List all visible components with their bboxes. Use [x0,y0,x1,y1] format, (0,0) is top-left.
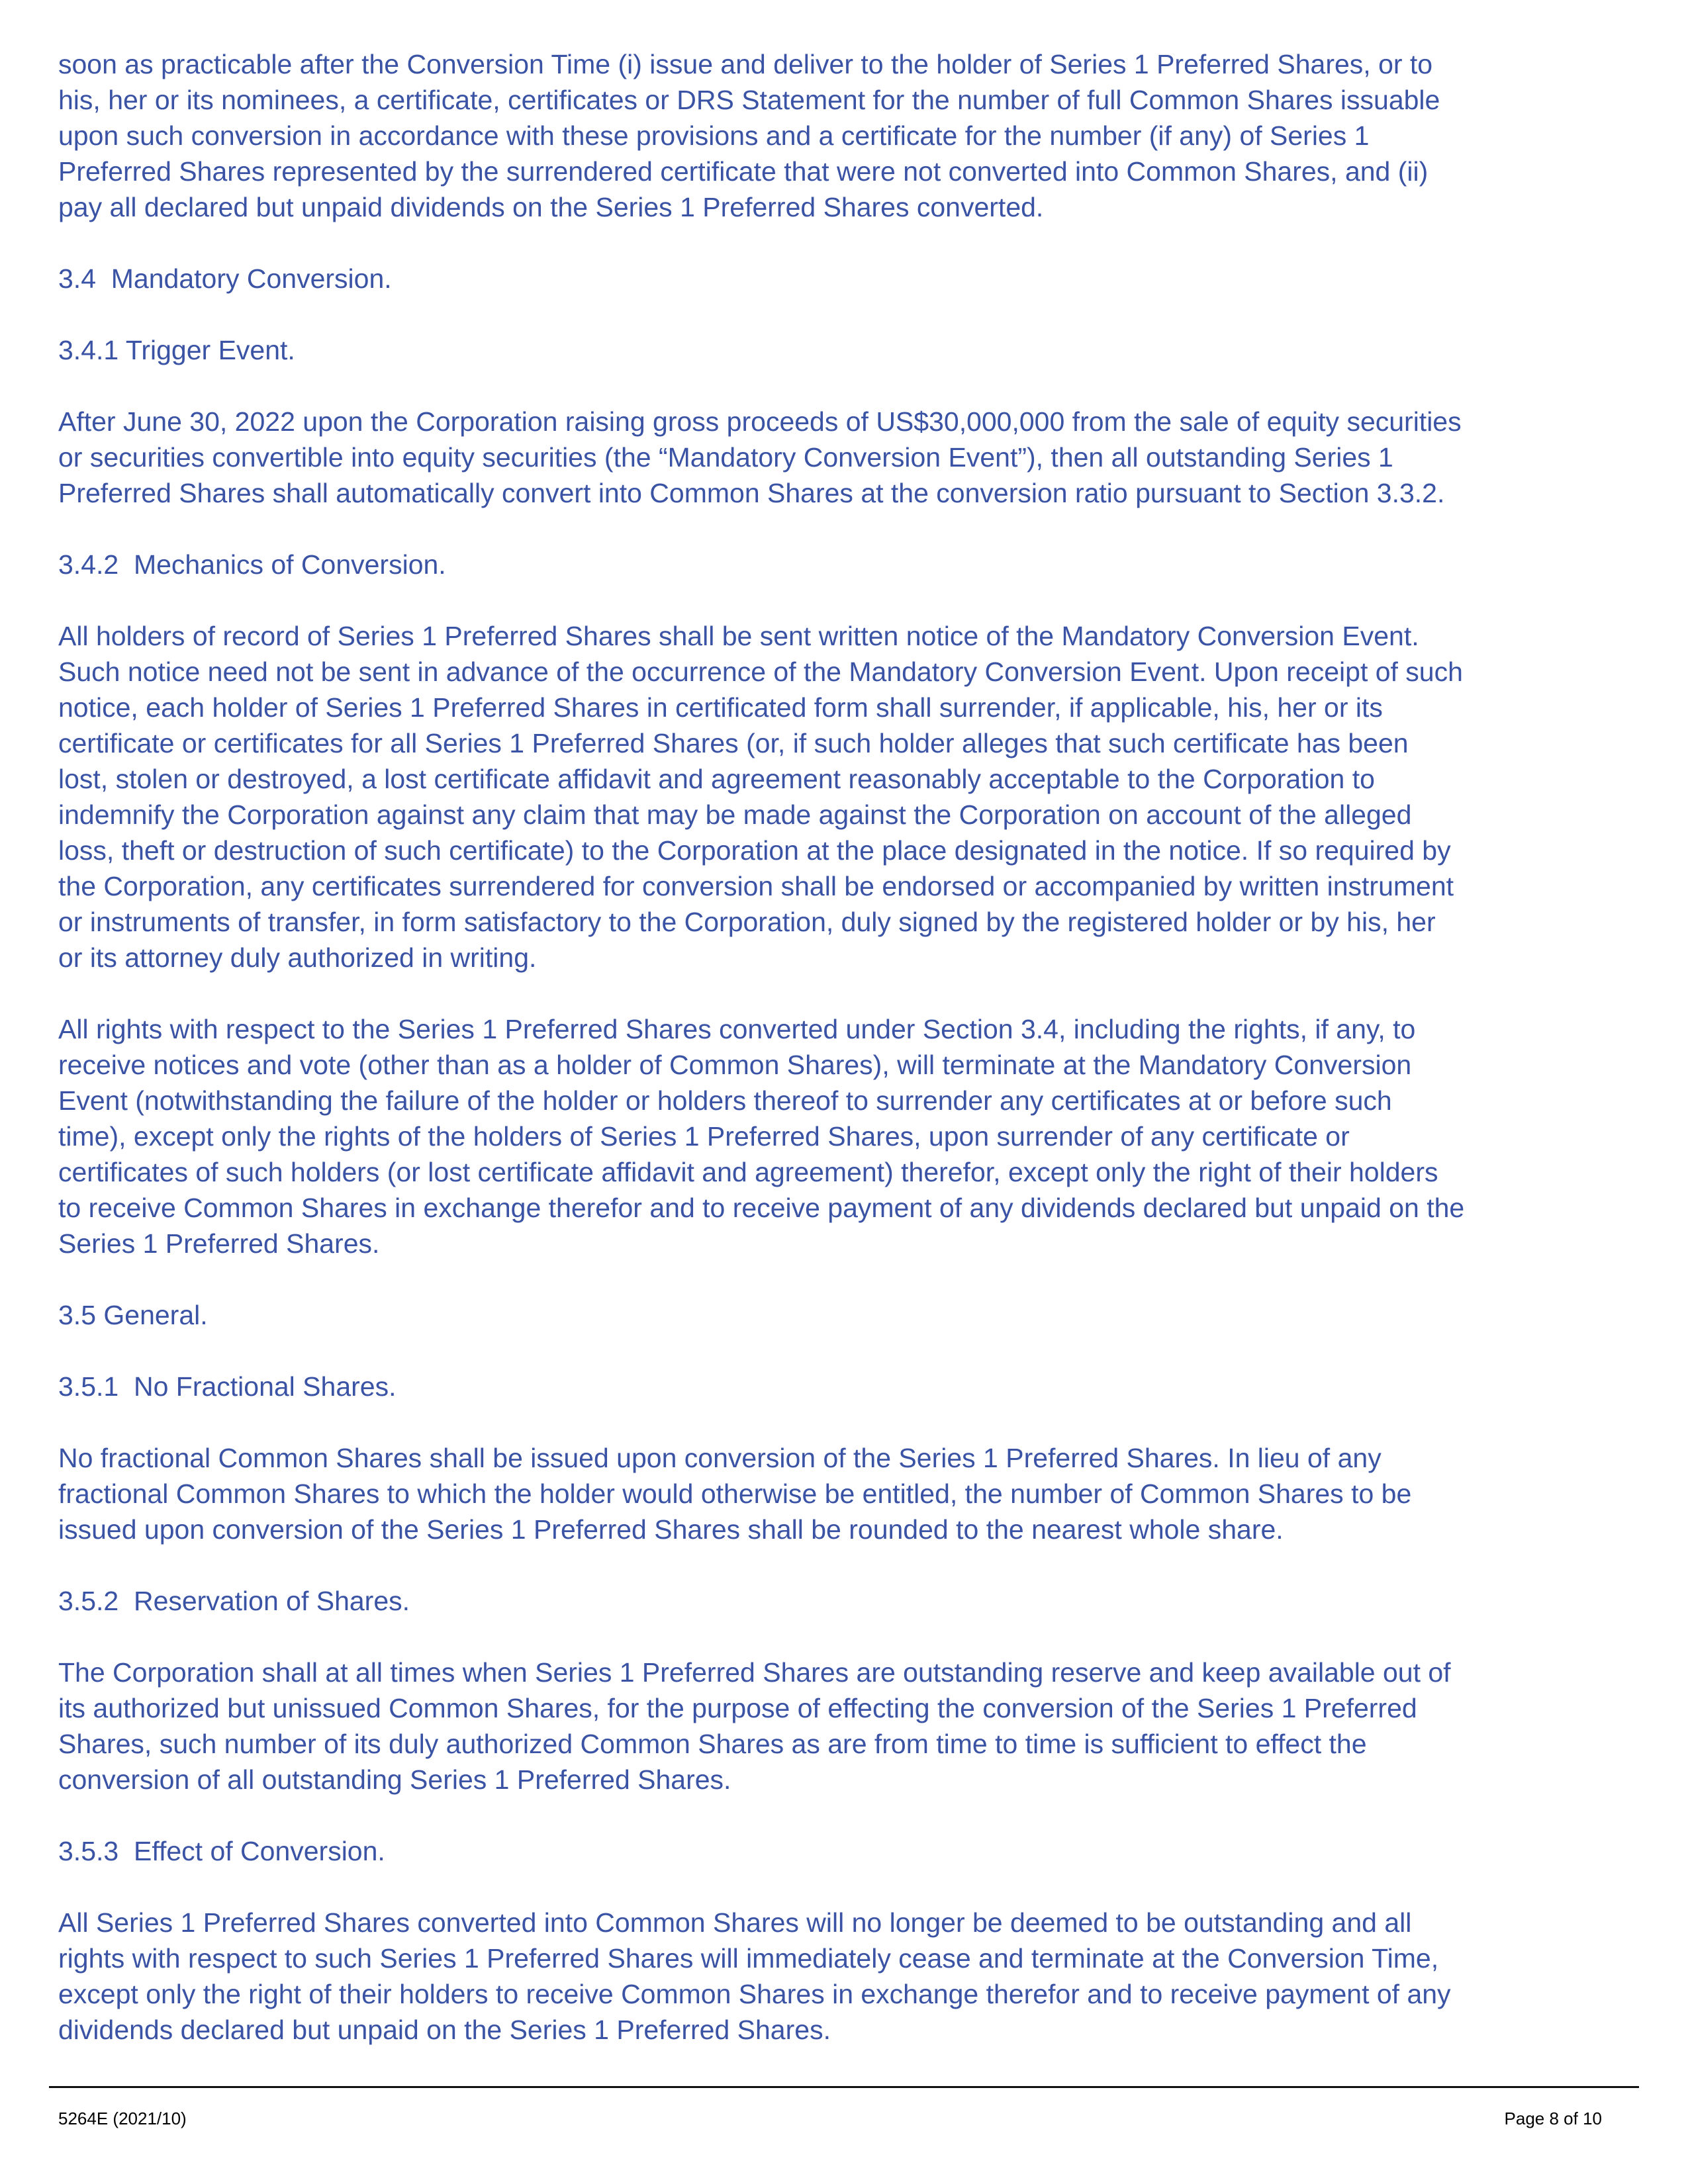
text-line: certificates of such holders (or lost certificate affidavit and agreement) therefor, except only the right of their holders [58,1157,1438,1187]
text-line: or its attorney duly authorized in writing. [58,942,537,973]
text-line: All holders of record of Series 1 Preferred Shares shall be sent written notice of the Mandatory Conversion Event. [58,621,1419,651]
text-line: notice, each holder of Series 1 Preferred Shares in certificated form shall surrender, if applicable, his, her or its [58,692,1383,723]
section-heading [58,547,1647,582]
text-line: 3.4 Mandatory Conversion. [58,263,392,294]
text-line: the Corporation, any certificates surrendered for conversion shall be endorsed or accompanied by written instrument [58,871,1454,901]
text-line: 3.5.3 Effect of Conversion. [58,1836,385,1866]
paragraph [58,46,1647,225]
text-line: conversion of all outstanding Series 1 Preferred Shares. [58,1764,731,1795]
section-heading [58,1297,1647,1333]
text-line: rights with respect to such Series 1 Preferred Shares will immediately cease and terminate at the Conversion Time, [58,1943,1439,1974]
text-line: except only the right of their holders to receive Common Shares in exchange therefor and to receive payment of any [58,1979,1451,2009]
text-line: After June 30, 2022 upon the Corporation raising gross proceeds of US$30,000,000 from the sale of equity securities [58,406,1462,437]
text-line: 3.4.1 Trigger Event. [58,335,295,365]
section-heading [58,1583,1647,1619]
paragraph [58,1905,1647,2048]
paragraph [58,1011,1647,1261]
text-line: Event (notwithstanding the failure of the holder or holders thereof to surrender any certificates at or before such [58,1085,1392,1116]
document-body [58,46,1647,2083]
text-line: soon as practicable after the Conversion Time (i) issue and deliver to the holder of Series 1 Preferred Shares, or to [58,49,1433,79]
text-line: Preferred Shares shall automatically convert into Common Shares at the conversion ratio pursuant to Section 3.3.2. [58,478,1445,508]
text-line: lost, stolen or destroyed, a lost certificate affidavit and agreement reasonably acceptable to the Corporation to [58,764,1375,794]
section-heading [58,261,1647,296]
paragraph [58,1440,1647,1547]
section-heading [58,332,1647,368]
section-heading [58,1369,1647,1404]
text-line: All Series 1 Preferred Shares converted into Common Shares will no longer be deemed to be outstanding and all [58,1907,1412,1938]
text-line: 3.5 General. [58,1300,208,1330]
text-line: or instruments of transfer, in form satisfactory to the Corporation, duly signed by the registered holder or by his, her [58,907,1436,937]
text-line: loss, theft or destruction of such certificate) to the Corporation at the place designated in the notice. If so required by [58,835,1451,866]
text-line: 3.5.2 Reservation of Shares. [58,1586,410,1616]
footer-divider [49,2086,1639,2088]
paragraph [58,618,1647,976]
text-line: issued upon conversion of the Series 1 Preferred Shares shall be rounded to the nearest whole share. [58,1514,1284,1545]
text-line: its authorized but unissued Common Shares, for the purpose of effecting the conversion of the Series 1 Preferred [58,1693,1417,1723]
text-line: to receive Common Shares in exchange therefor and to receive payment of any dividends declared but unpaid on the [58,1193,1465,1223]
section-heading [58,1833,1647,1869]
text-line: Preferred Shares represented by the surrendered certificate that were not converted into Common Shares, and (ii) [58,156,1429,187]
text-line: pay all declared but unpaid dividends on the Series 1 Preferred Shares converted. [58,192,1044,222]
paragraph [58,404,1647,511]
text-line: 3.5.1 No Fractional Shares. [58,1371,397,1402]
text-line: certificate or certificates for all Series 1 Preferred Shares (or, if such holder alleges that such certificate has been [58,728,1409,758]
text-line: Such notice need not be sent in advance of the occurrence of the Mandatory Conversion Event. Upon receipt of such [58,657,1463,687]
text-line: upon such conversion in accordance with these provisions and a certificate for the number (if any) of Series 1 [58,120,1370,151]
text-line: 3.4.2 Mechanics of Conversion. [58,549,446,580]
text-line: receive notices and vote (other than as a holder of Common Shares), will terminate at the Mandatory Conversion [58,1050,1412,1080]
text-line: Series 1 Preferred Shares. [58,1228,380,1259]
text-line: The Corporation shall at all times when Series 1 Preferred Shares are outstanding reserve and keep available out of [58,1657,1451,1688]
text-line: Shares, such number of its duly authorized Common Shares as are from time to time is sufficient to effect the [58,1729,1367,1759]
text-line: his, her or its nominees, a certificate, certificates or DRS Statement for the number of full Common Shares issuable [58,85,1440,115]
paragraph [58,1655,1647,1797]
text-line: All rights with respect to the Series 1 Preferred Shares converted under Section 3.4, including the rights, if any, to [58,1014,1416,1044]
text-line: dividends declared but unpaid on the Series 1 Preferred Shares. [58,2015,831,2045]
text-line: indemnify the Corporation against any claim that may be made against the Corporation on account of the alleged [58,799,1412,830]
text-line: No fractional Common Shares shall be issued upon conversion of the Series 1 Preferred Shares. In lieu of any [58,1443,1382,1473]
text-line: fractional Common Shares to which the holder would otherwise be entitled, the number of Common Shares to be [58,1479,1412,1509]
page-number: Page 8 of 10 [1504,2109,1602,2128]
text-line: or securities convertible into equity securities (the “Mandatory Conversion Event”), then all outstanding Series 1 [58,442,1393,473]
text-line: time), except only the rights of the holders of Series 1 Preferred Shares, upon surrender of any certificate or [58,1121,1350,1152]
form-code: 5264E (2021/10) [58,2109,187,2128]
